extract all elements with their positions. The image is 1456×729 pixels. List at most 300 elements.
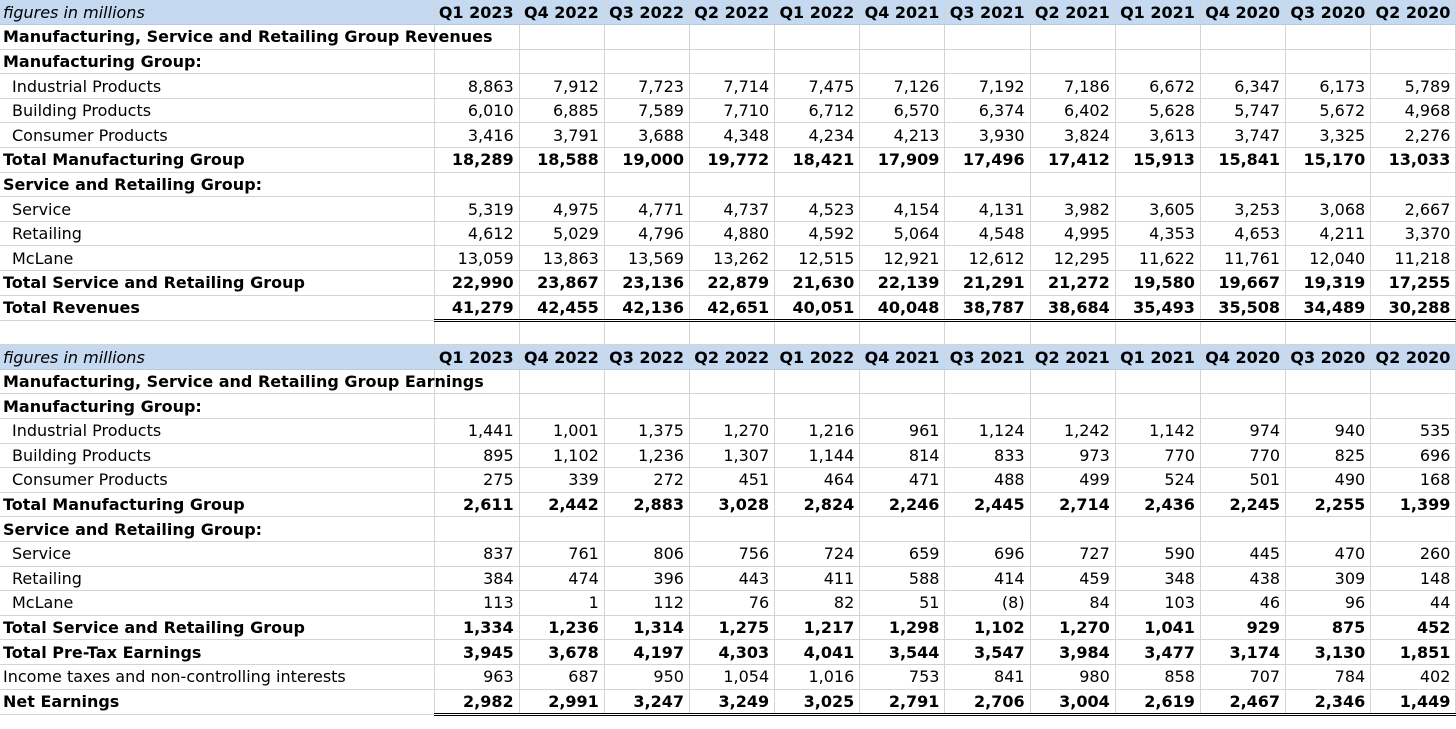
value-cell[interactable]: 3,130 xyxy=(1286,640,1371,665)
value-cell[interactable]: 837 xyxy=(434,541,519,566)
value-cell[interactable]: 445 xyxy=(1200,541,1285,566)
value-cell[interactable] xyxy=(434,172,519,197)
value-cell[interactable]: 18,421 xyxy=(775,148,860,173)
value-cell[interactable]: 3,247 xyxy=(604,689,689,714)
value-cell[interactable]: 35,508 xyxy=(1200,295,1285,320)
value-cell[interactable]: 963 xyxy=(434,664,519,689)
value-cell[interactable]: 12,040 xyxy=(1286,246,1371,271)
value-cell[interactable]: 4,975 xyxy=(519,197,604,222)
value-cell[interactable]: 42,455 xyxy=(519,295,604,320)
value-cell[interactable]: 5,064 xyxy=(860,221,945,246)
value-cell[interactable]: 4,353 xyxy=(1115,221,1200,246)
value-cell[interactable] xyxy=(604,394,689,419)
value-cell[interactable]: 18,588 xyxy=(519,148,604,173)
value-cell[interactable]: 19,000 xyxy=(604,148,689,173)
value-cell[interactable] xyxy=(1371,369,1456,394)
value-cell[interactable]: 3,325 xyxy=(1286,123,1371,148)
value-cell[interactable]: 825 xyxy=(1286,443,1371,468)
value-cell[interactable]: 11,761 xyxy=(1200,246,1285,271)
value-cell[interactable]: 490 xyxy=(1286,468,1371,493)
value-cell[interactable]: 7,589 xyxy=(604,98,689,123)
row-label[interactable]: Net Earnings xyxy=(0,689,434,714)
value-cell[interactable]: 501 xyxy=(1200,468,1285,493)
value-cell[interactable]: 974 xyxy=(1200,419,1285,444)
quarter-header[interactable]: Q3 2022 xyxy=(604,345,689,370)
value-cell[interactable]: 1,216 xyxy=(775,419,860,444)
value-cell[interactable]: 35,493 xyxy=(1115,295,1200,320)
value-cell[interactable]: 402 xyxy=(1371,664,1456,689)
value-cell[interactable]: 4,612 xyxy=(434,221,519,246)
value-cell[interactable] xyxy=(1030,25,1115,50)
value-cell[interactable]: 770 xyxy=(1115,443,1200,468)
value-cell[interactable]: 1,375 xyxy=(604,419,689,444)
value-cell[interactable]: 696 xyxy=(1371,443,1456,468)
value-cell[interactable]: 384 xyxy=(434,566,519,591)
value-cell[interactable]: 2,714 xyxy=(1030,492,1115,517)
value-cell[interactable]: 4,995 xyxy=(1030,221,1115,246)
value-cell[interactable]: 524 xyxy=(1115,468,1200,493)
value-cell[interactable]: 3,004 xyxy=(1030,689,1115,714)
value-cell[interactable]: 1,851 xyxy=(1371,640,1456,665)
quarter-header[interactable]: Q2 2022 xyxy=(689,345,774,370)
value-cell[interactable]: 5,789 xyxy=(1371,74,1456,99)
value-cell[interactable] xyxy=(604,369,689,394)
value-cell[interactable]: 17,909 xyxy=(860,148,945,173)
value-cell[interactable]: 21,630 xyxy=(775,271,860,296)
value-cell[interactable]: 973 xyxy=(1030,443,1115,468)
quarter-header[interactable]: Q3 2020 xyxy=(1286,345,1371,370)
value-cell[interactable]: 4,131 xyxy=(945,197,1030,222)
value-cell[interactable]: 5,628 xyxy=(1115,98,1200,123)
value-cell[interactable]: 1,236 xyxy=(519,615,604,640)
value-cell[interactable]: 4,737 xyxy=(689,197,774,222)
empty-cell[interactable] xyxy=(519,320,604,345)
value-cell[interactable]: 3,930 xyxy=(945,123,1030,148)
value-cell[interactable]: 6,402 xyxy=(1030,98,1115,123)
value-cell[interactable]: 15,913 xyxy=(1115,148,1200,173)
value-cell[interactable]: 2,791 xyxy=(860,689,945,714)
value-cell[interactable]: 4,197 xyxy=(604,640,689,665)
value-cell[interactable]: 6,010 xyxy=(434,98,519,123)
value-cell[interactable]: 3,791 xyxy=(519,123,604,148)
value-cell[interactable] xyxy=(689,394,774,419)
value-cell[interactable] xyxy=(519,49,604,74)
value-cell[interactable] xyxy=(945,49,1030,74)
value-cell[interactable]: 784 xyxy=(1286,664,1371,689)
empty-cell[interactable] xyxy=(689,320,774,345)
value-cell[interactable]: 3,688 xyxy=(604,123,689,148)
value-cell[interactable]: 1,449 xyxy=(1371,689,1456,714)
value-cell[interactable]: 724 xyxy=(775,541,860,566)
value-cell[interactable] xyxy=(1200,49,1285,74)
value-cell[interactable] xyxy=(1286,394,1371,419)
value-cell[interactable]: 19,319 xyxy=(1286,271,1371,296)
value-cell[interactable]: 3,945 xyxy=(434,640,519,665)
value-cell[interactable]: 21,291 xyxy=(945,271,1030,296)
value-cell[interactable] xyxy=(860,172,945,197)
empty-cell[interactable] xyxy=(1030,320,1115,345)
value-cell[interactable]: 12,515 xyxy=(775,246,860,271)
value-cell[interactable] xyxy=(775,394,860,419)
value-cell[interactable]: 34,489 xyxy=(1286,295,1371,320)
value-cell[interactable]: 21,272 xyxy=(1030,271,1115,296)
value-cell[interactable]: 1,142 xyxy=(1115,419,1200,444)
value-cell[interactable]: 5,747 xyxy=(1200,98,1285,123)
value-cell[interactable]: 3,605 xyxy=(1115,197,1200,222)
value-cell[interactable]: 7,192 xyxy=(945,74,1030,99)
value-cell[interactable]: 112 xyxy=(604,591,689,616)
value-cell[interactable]: 8,863 xyxy=(434,74,519,99)
value-cell[interactable]: 895 xyxy=(434,443,519,468)
row-label[interactable]: Service xyxy=(0,541,434,566)
value-cell[interactable]: 451 xyxy=(689,468,774,493)
value-cell[interactable]: 30,288 xyxy=(1371,295,1456,320)
quarter-header[interactable]: Q2 2020 xyxy=(1371,0,1456,25)
value-cell[interactable] xyxy=(1200,394,1285,419)
value-cell[interactable] xyxy=(1200,25,1285,50)
value-cell[interactable]: 40,048 xyxy=(860,295,945,320)
value-cell[interactable]: 4,348 xyxy=(689,123,774,148)
value-cell[interactable]: 42,651 xyxy=(689,295,774,320)
value-cell[interactable]: 929 xyxy=(1200,615,1285,640)
row-label[interactable]: Consumer Products xyxy=(0,468,434,493)
value-cell[interactable]: 950 xyxy=(604,664,689,689)
value-cell[interactable]: 3,249 xyxy=(689,689,774,714)
empty-cell[interactable] xyxy=(1115,320,1200,345)
value-cell[interactable]: 17,496 xyxy=(945,148,1030,173)
value-cell[interactable] xyxy=(1286,172,1371,197)
value-cell[interactable]: 19,772 xyxy=(689,148,774,173)
value-cell[interactable]: 3,747 xyxy=(1200,123,1285,148)
value-cell[interactable]: 1,270 xyxy=(689,419,774,444)
value-cell[interactable]: 961 xyxy=(860,419,945,444)
value-cell[interactable] xyxy=(1371,172,1456,197)
value-cell[interactable] xyxy=(1286,369,1371,394)
value-cell[interactable]: 4,771 xyxy=(604,197,689,222)
row-label[interactable]: Total Manufacturing Group xyxy=(0,148,434,173)
empty-cell[interactable] xyxy=(1371,320,1456,345)
row-label[interactable]: Industrial Products xyxy=(0,419,434,444)
value-cell[interactable] xyxy=(434,49,519,74)
value-cell[interactable]: 3,982 xyxy=(1030,197,1115,222)
units-label[interactable]: figures in millions xyxy=(0,345,434,370)
value-cell[interactable]: 103 xyxy=(1115,591,1200,616)
value-cell[interactable] xyxy=(519,25,604,50)
value-cell[interactable] xyxy=(519,369,604,394)
value-cell[interactable]: 2,442 xyxy=(519,492,604,517)
row-label[interactable]: Total Manufacturing Group xyxy=(0,492,434,517)
quarter-header[interactable]: Q1 2022 xyxy=(775,0,860,25)
value-cell[interactable]: 4,211 xyxy=(1286,221,1371,246)
quarter-header[interactable]: Q1 2022 xyxy=(775,345,860,370)
value-cell[interactable]: 22,879 xyxy=(689,271,774,296)
value-cell[interactable]: 4,041 xyxy=(775,640,860,665)
value-cell[interactable]: 3,416 xyxy=(434,123,519,148)
value-cell[interactable] xyxy=(1115,49,1200,74)
value-cell[interactable]: 6,173 xyxy=(1286,74,1371,99)
value-cell[interactable]: 2,667 xyxy=(1371,197,1456,222)
quarter-header[interactable]: Q4 2022 xyxy=(519,0,604,25)
value-cell[interactable]: 727 xyxy=(1030,541,1115,566)
row-label[interactable]: Retailing xyxy=(0,566,434,591)
value-cell[interactable] xyxy=(1371,25,1456,50)
value-cell[interactable]: 1,314 xyxy=(604,615,689,640)
value-cell[interactable]: 707 xyxy=(1200,664,1285,689)
value-cell[interactable]: 1,334 xyxy=(434,615,519,640)
quarter-header[interactable]: Q4 2021 xyxy=(860,0,945,25)
value-cell[interactable]: 1,016 xyxy=(775,664,860,689)
value-cell[interactable]: 12,295 xyxy=(1030,246,1115,271)
quarter-header[interactable]: Q4 2020 xyxy=(1200,345,1285,370)
value-cell[interactable]: 272 xyxy=(604,468,689,493)
value-cell[interactable]: 411 xyxy=(775,566,860,591)
units-label[interactable]: figures in millions xyxy=(0,0,434,25)
quarter-header[interactable]: Q1 2021 xyxy=(1115,0,1200,25)
row-label[interactable]: Total Service and Retailing Group xyxy=(0,615,434,640)
value-cell[interactable]: 761 xyxy=(519,541,604,566)
value-cell[interactable]: 3,174 xyxy=(1200,640,1285,665)
value-cell[interactable] xyxy=(1200,517,1285,542)
quarter-header[interactable]: Q3 2021 xyxy=(945,0,1030,25)
empty-cell[interactable] xyxy=(0,320,434,345)
value-cell[interactable] xyxy=(519,172,604,197)
value-cell[interactable]: 275 xyxy=(434,468,519,493)
value-cell[interactable]: 3,547 xyxy=(945,640,1030,665)
empty-cell[interactable] xyxy=(434,320,519,345)
quarter-header[interactable]: Q3 2022 xyxy=(604,0,689,25)
row-label[interactable]: Manufacturing, Service and Retailing Group Earnings xyxy=(0,369,434,394)
value-cell[interactable]: 875 xyxy=(1286,615,1371,640)
value-cell[interactable]: 13,059 xyxy=(434,246,519,271)
empty-cell[interactable] xyxy=(775,320,860,345)
value-cell[interactable]: 38,787 xyxy=(945,295,1030,320)
value-cell[interactable] xyxy=(1286,517,1371,542)
value-cell[interactable]: 753 xyxy=(860,664,945,689)
value-cell[interactable]: 2,255 xyxy=(1286,492,1371,517)
quarter-header[interactable]: Q3 2021 xyxy=(945,345,1030,370)
value-cell[interactable]: 2,346 xyxy=(1286,689,1371,714)
value-cell[interactable] xyxy=(775,172,860,197)
value-cell[interactable] xyxy=(604,25,689,50)
value-cell[interactable]: 17,412 xyxy=(1030,148,1115,173)
value-cell[interactable] xyxy=(775,517,860,542)
value-cell[interactable]: 1,399 xyxy=(1371,492,1456,517)
value-cell[interactable]: 1,102 xyxy=(519,443,604,468)
value-cell[interactable] xyxy=(1200,369,1285,394)
value-cell[interactable]: 443 xyxy=(689,566,774,591)
quarter-header[interactable]: Q2 2021 xyxy=(1030,345,1115,370)
value-cell[interactable] xyxy=(689,517,774,542)
value-cell[interactable] xyxy=(1371,394,1456,419)
value-cell[interactable]: 260 xyxy=(1371,541,1456,566)
row-label[interactable]: Manufacturing, Service and Retailing Group Revenues xyxy=(0,25,434,50)
value-cell[interactable]: 15,841 xyxy=(1200,148,1285,173)
value-cell[interactable] xyxy=(860,394,945,419)
value-cell[interactable]: 470 xyxy=(1286,541,1371,566)
value-cell[interactable]: 12,612 xyxy=(945,246,1030,271)
value-cell[interactable]: 3,028 xyxy=(689,492,774,517)
value-cell[interactable]: 471 xyxy=(860,468,945,493)
value-cell[interactable] xyxy=(775,25,860,50)
value-cell[interactable] xyxy=(604,172,689,197)
value-cell[interactable]: 414 xyxy=(945,566,1030,591)
value-cell[interactable]: 3,068 xyxy=(1286,197,1371,222)
quarter-header[interactable]: Q2 2021 xyxy=(1030,0,1115,25)
value-cell[interactable] xyxy=(689,369,774,394)
value-cell[interactable]: 348 xyxy=(1115,566,1200,591)
value-cell[interactable]: 22,990 xyxy=(434,271,519,296)
value-cell[interactable]: 11,622 xyxy=(1115,246,1200,271)
value-cell[interactable] xyxy=(1115,369,1200,394)
row-label[interactable]: McLane xyxy=(0,591,434,616)
value-cell[interactable]: 23,136 xyxy=(604,271,689,296)
value-cell[interactable]: 488 xyxy=(945,468,1030,493)
value-cell[interactable]: 4,523 xyxy=(775,197,860,222)
value-cell[interactable]: 113 xyxy=(434,591,519,616)
value-cell[interactable]: 1,144 xyxy=(775,443,860,468)
value-cell[interactable]: 1,001 xyxy=(519,419,604,444)
row-label[interactable]: Income taxes and non-controlling interests xyxy=(0,664,434,689)
value-cell[interactable]: 459 xyxy=(1030,566,1115,591)
value-cell[interactable]: 6,347 xyxy=(1200,74,1285,99)
value-cell[interactable] xyxy=(1030,369,1115,394)
value-cell[interactable]: 6,885 xyxy=(519,98,604,123)
value-cell[interactable] xyxy=(945,394,1030,419)
value-cell[interactable] xyxy=(945,25,1030,50)
value-cell[interactable]: 1,298 xyxy=(860,615,945,640)
value-cell[interactable]: 38,684 xyxy=(1030,295,1115,320)
value-cell[interactable]: 4,592 xyxy=(775,221,860,246)
value-cell[interactable]: 7,475 xyxy=(775,74,860,99)
value-cell[interactable] xyxy=(1030,517,1115,542)
value-cell[interactable]: 833 xyxy=(945,443,1030,468)
value-cell[interactable] xyxy=(860,25,945,50)
value-cell[interactable] xyxy=(860,369,945,394)
value-cell[interactable]: 687 xyxy=(519,664,604,689)
value-cell[interactable] xyxy=(1286,49,1371,74)
value-cell[interactable]: 3,370 xyxy=(1371,221,1456,246)
row-label[interactable]: Service and Retailing Group: xyxy=(0,172,434,197)
value-cell[interactable]: 1,054 xyxy=(689,664,774,689)
value-cell[interactable] xyxy=(860,517,945,542)
value-cell[interactable] xyxy=(689,172,774,197)
quarter-header[interactable]: Q4 2020 xyxy=(1200,0,1285,25)
quarter-header[interactable]: Q1 2021 xyxy=(1115,345,1200,370)
value-cell[interactable]: 13,033 xyxy=(1371,148,1456,173)
value-cell[interactable]: 13,569 xyxy=(604,246,689,271)
value-cell[interactable]: 1,041 xyxy=(1115,615,1200,640)
quarter-header[interactable]: Q1 2023 xyxy=(434,0,519,25)
value-cell[interactable] xyxy=(1030,394,1115,419)
quarter-header[interactable]: Q2 2020 xyxy=(1371,345,1456,370)
value-cell[interactable]: 2,991 xyxy=(519,689,604,714)
row-label[interactable]: Consumer Products xyxy=(0,123,434,148)
value-cell[interactable] xyxy=(434,394,519,419)
value-cell[interactable]: 2,824 xyxy=(775,492,860,517)
value-cell[interactable]: 3,544 xyxy=(860,640,945,665)
value-cell[interactable]: 2,276 xyxy=(1371,123,1456,148)
value-cell[interactable]: 17,255 xyxy=(1371,271,1456,296)
value-cell[interactable]: 4,213 xyxy=(860,123,945,148)
value-cell[interactable]: 2,619 xyxy=(1115,689,1200,714)
value-cell[interactable]: 940 xyxy=(1286,419,1371,444)
value-cell[interactable]: 1,217 xyxy=(775,615,860,640)
value-cell[interactable]: 4,234 xyxy=(775,123,860,148)
value-cell[interactable] xyxy=(1115,172,1200,197)
value-cell[interactable]: 858 xyxy=(1115,664,1200,689)
value-cell[interactable] xyxy=(604,517,689,542)
value-cell[interactable]: 46 xyxy=(1200,591,1285,616)
row-label[interactable]: Building Products xyxy=(0,443,434,468)
value-cell[interactable]: 7,723 xyxy=(604,74,689,99)
value-cell[interactable]: 41,279 xyxy=(434,295,519,320)
value-cell[interactable]: 19,580 xyxy=(1115,271,1200,296)
value-cell[interactable] xyxy=(519,394,604,419)
value-cell[interactable]: 464 xyxy=(775,468,860,493)
value-cell[interactable]: 7,710 xyxy=(689,98,774,123)
value-cell[interactable]: 76 xyxy=(689,591,774,616)
row-label[interactable]: Total Service and Retailing Group xyxy=(0,271,434,296)
value-cell[interactable]: 2,982 xyxy=(434,689,519,714)
value-cell[interactable]: 4,796 xyxy=(604,221,689,246)
empty-cell[interactable] xyxy=(945,320,1030,345)
value-cell[interactable]: 474 xyxy=(519,566,604,591)
row-label[interactable]: Manufacturing Group: xyxy=(0,49,434,74)
value-cell[interactable]: 4,968 xyxy=(1371,98,1456,123)
value-cell[interactable]: 4,303 xyxy=(689,640,774,665)
value-cell[interactable]: 7,912 xyxy=(519,74,604,99)
value-cell[interactable]: 4,880 xyxy=(689,221,774,246)
value-cell[interactable] xyxy=(775,369,860,394)
row-label[interactable]: Industrial Products xyxy=(0,74,434,99)
value-cell[interactable] xyxy=(1030,49,1115,74)
value-cell[interactable]: 696 xyxy=(945,541,1030,566)
value-cell[interactable]: 1,102 xyxy=(945,615,1030,640)
value-cell[interactable]: 3,678 xyxy=(519,640,604,665)
value-cell[interactable]: 13,863 xyxy=(519,246,604,271)
value-cell[interactable]: 44 xyxy=(1371,591,1456,616)
value-cell[interactable] xyxy=(689,25,774,50)
empty-cell[interactable] xyxy=(604,320,689,345)
value-cell[interactable] xyxy=(860,49,945,74)
row-label[interactable]: Manufacturing Group: xyxy=(0,394,434,419)
quarter-header[interactable]: Q2 2022 xyxy=(689,0,774,25)
value-cell[interactable]: 2,245 xyxy=(1200,492,1285,517)
value-cell[interactable]: 814 xyxy=(860,443,945,468)
value-cell[interactable]: 1,242 xyxy=(1030,419,1115,444)
value-cell[interactable]: 2,883 xyxy=(604,492,689,517)
value-cell[interactable]: 3,253 xyxy=(1200,197,1285,222)
value-cell[interactable]: 96 xyxy=(1286,591,1371,616)
quarter-header[interactable]: Q4 2022 xyxy=(519,345,604,370)
value-cell[interactable]: 1,441 xyxy=(434,419,519,444)
value-cell[interactable]: 588 xyxy=(860,566,945,591)
row-label[interactable]: Total Pre-Tax Earnings xyxy=(0,640,434,665)
value-cell[interactable]: 5,029 xyxy=(519,221,604,246)
value-cell[interactable]: 3,477 xyxy=(1115,640,1200,665)
value-cell[interactable]: 3,824 xyxy=(1030,123,1115,148)
value-cell[interactable]: 5,319 xyxy=(434,197,519,222)
value-cell[interactable]: 3,984 xyxy=(1030,640,1115,665)
value-cell[interactable]: 1,275 xyxy=(689,615,774,640)
value-cell[interactable]: 4,653 xyxy=(1200,221,1285,246)
value-cell[interactable] xyxy=(775,49,860,74)
quarter-header[interactable]: Q1 2023 xyxy=(434,345,519,370)
value-cell[interactable]: 1,124 xyxy=(945,419,1030,444)
value-cell[interactable]: 452 xyxy=(1371,615,1456,640)
value-cell[interactable] xyxy=(1371,49,1456,74)
value-cell[interactable]: 6,374 xyxy=(945,98,1030,123)
